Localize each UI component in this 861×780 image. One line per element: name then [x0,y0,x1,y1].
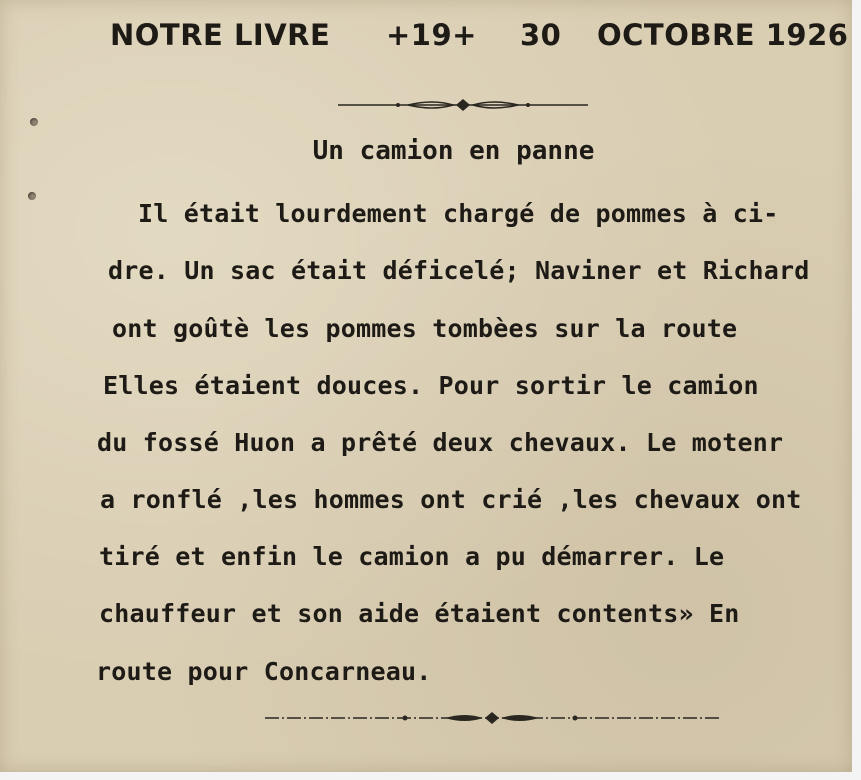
scan-margin-right [852,0,861,780]
story-line-8: chauffeur et son aide étaient contents» En [99,599,740,628]
punch-hole-top [30,118,38,126]
story-title: Un camion en panne [312,136,595,166]
story-line-3: ont goûtè les pommes tombèes sur la route [112,314,738,343]
story-line-9: route pour Concarneau. [96,657,432,686]
scan-margin-bottom [0,772,861,780]
story-line-4: Elles étaient douces. Pour sortir le camion [103,371,759,400]
story-line-2: dre. Un sac était déficelé; Naviner et Richard [108,256,810,285]
top-ornament-divider [338,96,588,112]
story-line-6: a ronflé ,les hommes ont crié ,les chevaux ont [100,485,802,514]
story-line-1: Il était lourdement chargé de pommes à ci- [138,199,779,228]
story-line-7: tiré et enfin le camion a pu démarrer. Le [99,542,725,571]
story-line-5: du fossé Huon a prêté deux chevaux. Le motenr [97,428,784,457]
punch-hole-bottom [28,192,36,200]
page-header [110,18,849,58]
date-day: 30 [520,18,562,52]
bottom-ornament-divider [265,708,720,726]
publication-name: NOTRE LIVRE [110,18,331,52]
date-month-year: OCTOBRE 1926 [597,18,849,52]
page-number: +19+ [386,18,477,52]
